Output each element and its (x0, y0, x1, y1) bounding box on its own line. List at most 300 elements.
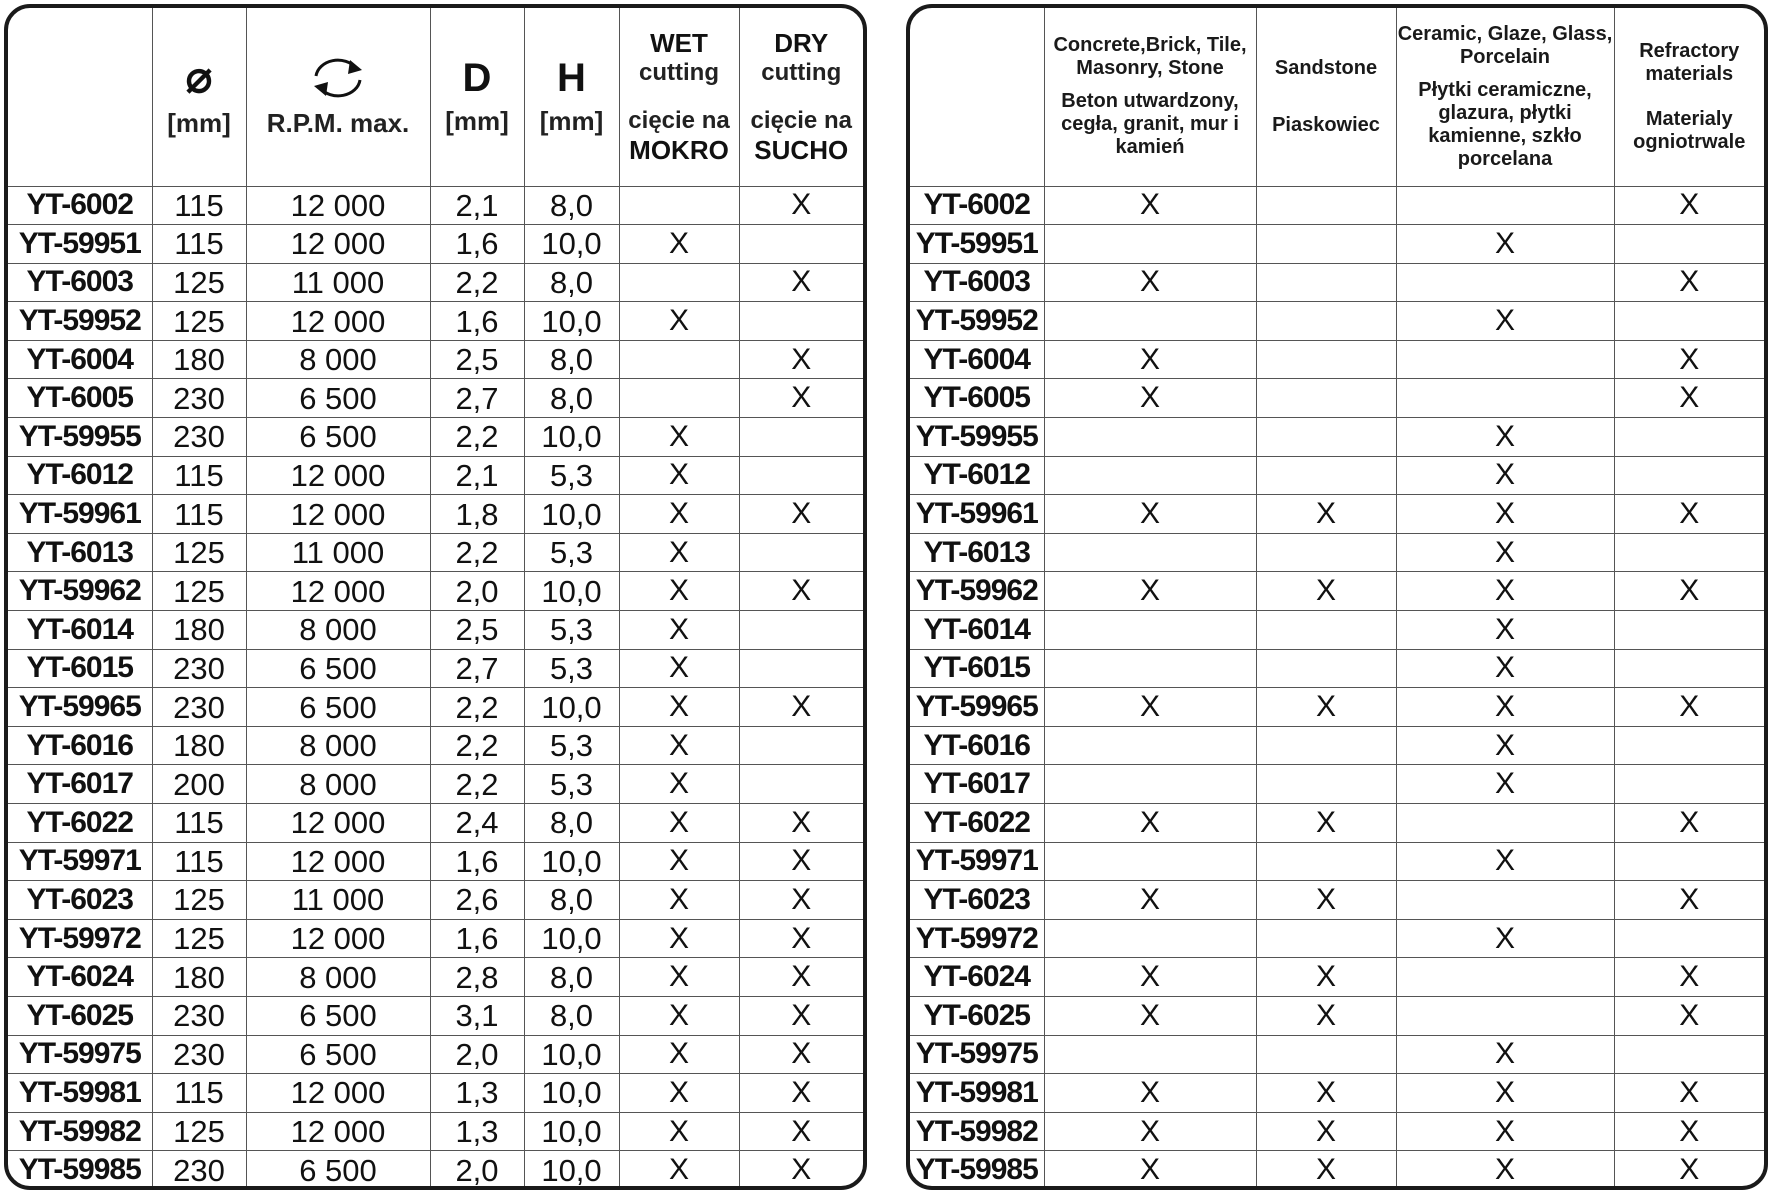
h-cell: 5,3 (524, 726, 619, 765)
concrete-mark-cell: X (1044, 996, 1256, 1035)
diameter-cell: 115 (152, 456, 246, 495)
dry-mark-cell: X (739, 919, 863, 958)
d-cell: 2,5 (430, 340, 524, 379)
concrete-mark-cell: X (1044, 572, 1256, 611)
specs-header-row (8, 8, 863, 186)
model-cell: YT-59981 (8, 1074, 152, 1113)
d-cell: 2,8 (430, 958, 524, 997)
diameter-cell: 125 (152, 1112, 246, 1151)
wet-pl-label: cięcie na (628, 106, 730, 134)
specs-table (8, 8, 863, 1189)
refractory-mark-cell: X (1614, 1074, 1764, 1113)
rpm-label: R.P.M. max. (266, 108, 410, 139)
d-cell: 2,2 (430, 765, 524, 804)
rpm-cell: 6 500 (246, 418, 430, 457)
refractory-mark-cell: X (1614, 495, 1764, 534)
concrete-mark-cell: X (1044, 495, 1256, 534)
wet-mark-cell: X (619, 996, 739, 1035)
rpm-cell: 6 500 (246, 649, 430, 688)
sandstone-mark-cell (1256, 1035, 1396, 1074)
wet-mark-cell: X (619, 302, 739, 341)
model-cell: YT-6017 (8, 765, 152, 804)
concrete-mark-cell (1044, 1035, 1256, 1074)
dry-mark-cell: X (739, 804, 863, 843)
model-cell: YT-6015 (8, 649, 152, 688)
h-cell: 8,0 (524, 340, 619, 379)
diameter-cell: 230 (152, 1035, 246, 1074)
refractory-mark-cell (1614, 726, 1764, 765)
model-cell: YT-59972 (8, 919, 152, 958)
h-cell: 5,3 (524, 765, 619, 804)
model-cell: YT-6002 (910, 186, 1044, 225)
table-row (910, 1151, 1764, 1190)
table-row (910, 495, 1764, 534)
diameter-cell: 115 (152, 225, 246, 264)
h-cell: 5,3 (524, 649, 619, 688)
h-cell: 5,3 (524, 533, 619, 572)
wet-pl-strong: MOKRO (629, 134, 729, 165)
d-cell: 2,1 (430, 456, 524, 495)
h-cell: 8,0 (524, 186, 619, 225)
model-cell: YT-59952 (8, 302, 152, 341)
d-cell: 3,1 (430, 996, 524, 1035)
model-cell: YT-6003 (910, 263, 1044, 302)
dry-mark-cell (739, 533, 863, 572)
diameter-cell: 125 (152, 881, 246, 920)
refractory-mark-cell: X (1614, 1112, 1764, 1151)
table-row (8, 495, 863, 534)
h-cell: 10,0 (524, 225, 619, 264)
table-row (910, 418, 1764, 457)
materials-header-row (910, 8, 1764, 186)
ceramic-mark-cell (1396, 263, 1614, 302)
table-row (910, 842, 1764, 881)
refractory-mark-cell (1614, 418, 1764, 457)
ceramic-mark-cell: X (1396, 1112, 1614, 1151)
rpm-cell: 12 000 (246, 804, 430, 843)
wet-mark-cell: X (619, 1151, 739, 1190)
rotation-arrows-icon (306, 54, 370, 102)
ceramic-mark-cell: X (1396, 456, 1614, 495)
d-cell: 2,6 (430, 881, 524, 920)
d-cell: 2,2 (430, 418, 524, 457)
refractory-mark-cell: X (1614, 572, 1764, 611)
ceramic-mark-cell: X (1396, 765, 1614, 804)
h-cell: 10,0 (524, 1151, 619, 1190)
dry-mark-cell: X (739, 379, 863, 418)
diameter-cell: 180 (152, 340, 246, 379)
sandstone-mark-cell: X (1256, 958, 1396, 997)
sandstone-mark-cell (1256, 611, 1396, 650)
rpm-cell: 11 000 (246, 881, 430, 920)
refractory-mark-cell: X (1614, 958, 1764, 997)
table-row (910, 919, 1764, 958)
dry-mark-cell: X (739, 340, 863, 379)
model-cell: YT-6015 (910, 649, 1044, 688)
dry-sub: cutting (761, 58, 842, 86)
wet-mark-cell: X (619, 611, 739, 650)
model-cell: YT-59971 (910, 842, 1044, 881)
sandstone-mark-cell (1256, 726, 1396, 765)
sandstone-mark-cell (1256, 456, 1396, 495)
d-cell: 2,2 (430, 726, 524, 765)
d-cell: 1,3 (430, 1074, 524, 1113)
model-cell: YT-59971 (8, 842, 152, 881)
refractory-en: Refractory materials (1639, 39, 1740, 85)
h-cell: 10,0 (524, 1035, 619, 1074)
table-row (8, 225, 863, 264)
d-cell: 2,2 (430, 263, 524, 302)
rpm-cell: 8 000 (246, 958, 430, 997)
table-row (8, 804, 863, 843)
model-cell: YT-6014 (8, 611, 152, 650)
diameter-cell: 230 (152, 418, 246, 457)
concrete-pl: Beton utwardzony, cegła, granit, mur i kamień (1061, 90, 1239, 159)
sandstone-mark-cell: X (1256, 804, 1396, 843)
refractory-mark-cell (1614, 649, 1764, 688)
model-cell: YT-6024 (910, 958, 1044, 997)
wet-mark-cell: X (619, 765, 739, 804)
dry-mark-cell: X (739, 1074, 863, 1113)
refractory-mark-cell: X (1614, 1151, 1764, 1190)
rpm-cell: 8 000 (246, 340, 430, 379)
table-row (8, 1112, 863, 1151)
table-row (910, 186, 1764, 225)
concrete-mark-cell: X (1044, 958, 1256, 997)
diameter-cell: 230 (152, 649, 246, 688)
refractory-mark-cell (1614, 225, 1764, 264)
rpm-cell: 12 000 (246, 225, 430, 264)
rpm-cell: 12 000 (246, 495, 430, 534)
d-header (430, 8, 524, 186)
table-row (8, 456, 863, 495)
concrete-mark-cell (1044, 533, 1256, 572)
ceramic-mark-cell: X (1396, 611, 1614, 650)
ceramic-pl: Płytki ceramiczne, glazura, płytki kamienne, szkło porcelana (1418, 78, 1592, 170)
model-cell: YT-6013 (910, 533, 1044, 572)
concrete-mark-cell (1044, 225, 1256, 264)
wet-mark-cell: X (619, 456, 739, 495)
rpm-header (246, 8, 430, 186)
table-row (910, 379, 1764, 418)
sandstone-mark-cell (1256, 649, 1396, 688)
ceramic-mark-cell: X (1396, 688, 1614, 727)
model-cell: YT-6014 (910, 611, 1044, 650)
model-cell: YT-6023 (8, 881, 152, 920)
h-cell: 8,0 (524, 379, 619, 418)
model-cell: YT-59951 (8, 225, 152, 264)
d-cell: 1,6 (430, 225, 524, 264)
diameter-cell: 230 (152, 688, 246, 727)
dry-mark-cell (739, 225, 863, 264)
model-cell: YT-6016 (8, 726, 152, 765)
model-cell: YT-59985 (910, 1151, 1044, 1190)
diameter-cell: 230 (152, 996, 246, 1035)
concrete-mark-cell: X (1044, 1112, 1256, 1151)
concrete-mark-cell (1044, 842, 1256, 881)
h-cell: 8,0 (524, 996, 619, 1035)
rpm-cell: 12 000 (246, 572, 430, 611)
concrete-mark-cell: X (1044, 881, 1256, 920)
d-cell: 2,4 (430, 804, 524, 843)
concrete-mark-cell (1044, 726, 1256, 765)
h-cell: 10,0 (524, 495, 619, 534)
wet-mark-cell: X (619, 842, 739, 881)
refractory-mark-cell: X (1614, 263, 1764, 302)
wet-mark-cell: X (619, 418, 739, 457)
dry-mark-cell: X (739, 958, 863, 997)
table-row (910, 1112, 1764, 1151)
h-cell: 10,0 (524, 919, 619, 958)
refractory-header (1614, 8, 1764, 186)
sandstone-mark-cell (1256, 533, 1396, 572)
table-row (8, 1074, 863, 1113)
sandstone-mark-cell (1256, 186, 1396, 225)
concrete-mark-cell (1044, 456, 1256, 495)
table-row (8, 726, 863, 765)
model-cell: YT-59951 (910, 225, 1044, 264)
sandstone-mark-cell (1256, 842, 1396, 881)
ceramic-mark-cell: X (1396, 1035, 1614, 1074)
dry-mark-cell (739, 649, 863, 688)
diameter-cell: 125 (152, 533, 246, 572)
refractory-mark-cell: X (1614, 379, 1764, 418)
dry-pl-label: cięcie na (750, 106, 852, 134)
model-cell: YT-6003 (8, 263, 152, 302)
diameter-cell: 230 (152, 379, 246, 418)
diameter-cell: 180 (152, 726, 246, 765)
table-row (8, 881, 863, 920)
dry-mark-cell: X (739, 186, 863, 225)
sandstone-mark-cell: X (1256, 1112, 1396, 1151)
sandstone-header (1256, 8, 1396, 186)
ceramic-mark-cell (1396, 996, 1614, 1035)
ceramic-en: Ceramic, Glaze, Glass, Porcelain (1397, 22, 1613, 68)
diameter-cell: 125 (152, 572, 246, 611)
rpm-cell: 12 000 (246, 1074, 430, 1113)
refractory-mark-cell (1614, 765, 1764, 804)
diameter-cell: 180 (152, 611, 246, 650)
model-cell: YT-59962 (8, 572, 152, 611)
dry-mark-cell (739, 302, 863, 341)
materials-table-panel (906, 4, 1768, 1190)
h-unit: [mm] (539, 106, 604, 137)
concrete-mark-cell: X (1044, 1074, 1256, 1113)
dry-title: DRY (774, 27, 829, 58)
d-cell: 2,7 (430, 649, 524, 688)
concrete-mark-cell: X (1044, 688, 1256, 727)
model-cell: YT-6013 (8, 533, 152, 572)
sandstone-mark-cell: X (1256, 495, 1396, 534)
h-cell: 10,0 (524, 1074, 619, 1113)
dry-mark-cell (739, 765, 863, 804)
sandstone-mark-cell (1256, 263, 1396, 302)
wet-mark-cell: X (619, 495, 739, 534)
d-cell: 2,2 (430, 688, 524, 727)
d-cell: 1,6 (430, 919, 524, 958)
concrete-mark-cell (1044, 919, 1256, 958)
model-cell: YT-6022 (8, 804, 152, 843)
ceramic-mark-cell (1396, 186, 1614, 225)
model-cell: YT-59961 (8, 495, 152, 534)
sandstone-mark-cell: X (1256, 1074, 1396, 1113)
d-unit: [mm] (445, 106, 509, 137)
refractory-mark-cell (1614, 842, 1764, 881)
ceramic-mark-cell: X (1396, 495, 1614, 534)
wet-mark-cell: X (619, 1074, 739, 1113)
h-cell: 10,0 (524, 688, 619, 727)
model-cell: YT-6004 (8, 340, 152, 379)
model-cell: YT-6025 (8, 996, 152, 1035)
diameter-cell: 115 (152, 186, 246, 225)
d-cell: 1,8 (430, 495, 524, 534)
model-cell: YT-59965 (8, 688, 152, 727)
h-header (524, 8, 619, 186)
model-cell: YT-6023 (910, 881, 1044, 920)
ceramic-mark-cell: X (1396, 726, 1614, 765)
rpm-cell: 12 000 (246, 842, 430, 881)
sandstone-mark-cell: X (1256, 572, 1396, 611)
ceramic-mark-cell (1396, 804, 1614, 843)
dry-mark-cell: X (739, 495, 863, 534)
model-cell: YT-59975 (910, 1035, 1044, 1074)
table-row (8, 765, 863, 804)
ceramic-mark-cell (1396, 379, 1614, 418)
refractory-pl: Materialy ogniotrwale (1633, 107, 1746, 153)
model-cell: YT-59981 (910, 1074, 1044, 1113)
h-cell: 5,3 (524, 456, 619, 495)
model-cell: YT-6005 (910, 379, 1044, 418)
rpm-cell: 12 000 (246, 1112, 430, 1151)
diameter-cell: 115 (152, 1074, 246, 1113)
wet-mark-cell (619, 186, 739, 225)
rpm-cell: 6 500 (246, 688, 430, 727)
ceramic-mark-cell (1396, 340, 1614, 379)
wet-mark-cell: X (619, 804, 739, 843)
refractory-mark-cell (1614, 456, 1764, 495)
model-cell: YT-59955 (910, 418, 1044, 457)
sandstone-mark-cell (1256, 302, 1396, 341)
model-cell: YT-6017 (910, 765, 1044, 804)
model-cell: YT-59982 (910, 1112, 1044, 1151)
rpm-cell: 6 500 (246, 379, 430, 418)
d-cell: 1,6 (430, 842, 524, 881)
sandstone-mark-cell: X (1256, 881, 1396, 920)
model-cell: YT-6012 (910, 456, 1044, 495)
table-row (8, 302, 863, 341)
sandstone-mark-cell (1256, 418, 1396, 457)
model-cell: YT-6012 (8, 456, 152, 495)
materials-table (910, 8, 1764, 1189)
table-row (910, 611, 1764, 650)
diameter-icon: ⌀ (185, 53, 213, 103)
model-cell: YT-6025 (910, 996, 1044, 1035)
model-cell: YT-59962 (910, 572, 1044, 611)
sandstone-mark-cell (1256, 225, 1396, 264)
table-row (8, 186, 863, 225)
h-cell: 10,0 (524, 572, 619, 611)
model-cell: YT-6004 (910, 340, 1044, 379)
model-cell: YT-59975 (8, 1035, 152, 1074)
dry-mark-cell: X (739, 842, 863, 881)
refractory-mark-cell: X (1614, 186, 1764, 225)
wet-mark-cell: X (619, 958, 739, 997)
table-row (910, 688, 1764, 727)
refractory-mark-cell: X (1614, 340, 1764, 379)
h-cell: 10,0 (524, 302, 619, 341)
ceramic-mark-cell: X (1396, 533, 1614, 572)
refractory-mark-cell: X (1614, 688, 1764, 727)
model-cell: YT-6022 (910, 804, 1044, 843)
rpm-cell: 8 000 (246, 765, 430, 804)
sandstone-en: Sandstone (1274, 56, 1378, 79)
h-cell: 8,0 (524, 958, 619, 997)
diameter-cell: 125 (152, 919, 246, 958)
table-row (8, 1035, 863, 1074)
sandstone-mark-cell: X (1256, 688, 1396, 727)
table-row (8, 996, 863, 1035)
table-row (8, 919, 863, 958)
dry-mark-cell: X (739, 1035, 863, 1074)
h-cell: 10,0 (524, 418, 619, 457)
refractory-mark-cell (1614, 1035, 1764, 1074)
wet-mark-cell: X (619, 572, 739, 611)
d-cell: 2,0 (430, 1035, 524, 1074)
h-cell: 8,0 (524, 263, 619, 302)
table-row (8, 263, 863, 302)
diameter-cell: 115 (152, 804, 246, 843)
refractory-mark-cell: X (1614, 804, 1764, 843)
diameter-cell: 180 (152, 958, 246, 997)
concrete-mark-cell: X (1044, 379, 1256, 418)
table-row (910, 533, 1764, 572)
table-row (8, 572, 863, 611)
ceramic-mark-cell (1396, 881, 1614, 920)
table-row (910, 456, 1764, 495)
model-cell: YT-6024 (8, 958, 152, 997)
dry-pl-strong: SUCHO (754, 134, 849, 165)
rpm-cell: 12 000 (246, 186, 430, 225)
dry-mark-cell: X (739, 263, 863, 302)
rpm-cell: 6 500 (246, 1035, 430, 1074)
h-cell: 10,0 (524, 1112, 619, 1151)
dry-mark-cell (739, 418, 863, 457)
wet-mark-cell: X (619, 919, 739, 958)
diameter-cell: 200 (152, 765, 246, 804)
table-row (910, 765, 1764, 804)
model-cell: YT-6002 (8, 186, 152, 225)
ceramic-mark-cell: X (1396, 302, 1614, 341)
model-cell: YT-59972 (910, 919, 1044, 958)
rpm-cell: 11 000 (246, 263, 430, 302)
concrete-mark-cell: X (1044, 804, 1256, 843)
d-cell: 2,5 (430, 611, 524, 650)
specs-table-panel (4, 4, 867, 1190)
model-cell: YT-59982 (8, 1112, 152, 1151)
wet-mark-cell: X (619, 1112, 739, 1151)
d-cell: 2,7 (430, 379, 524, 418)
dry-mark-cell (739, 456, 863, 495)
ceramic-mark-cell: X (1396, 919, 1614, 958)
diameter-header (152, 8, 246, 186)
ceramic-mark-cell: X (1396, 1074, 1614, 1113)
table-row (910, 225, 1764, 264)
d-cell: 1,3 (430, 1112, 524, 1151)
diameter-cell: 115 (152, 842, 246, 881)
concrete-mark-cell (1044, 418, 1256, 457)
table-row (910, 1074, 1764, 1113)
rpm-cell: 6 500 (246, 996, 430, 1035)
